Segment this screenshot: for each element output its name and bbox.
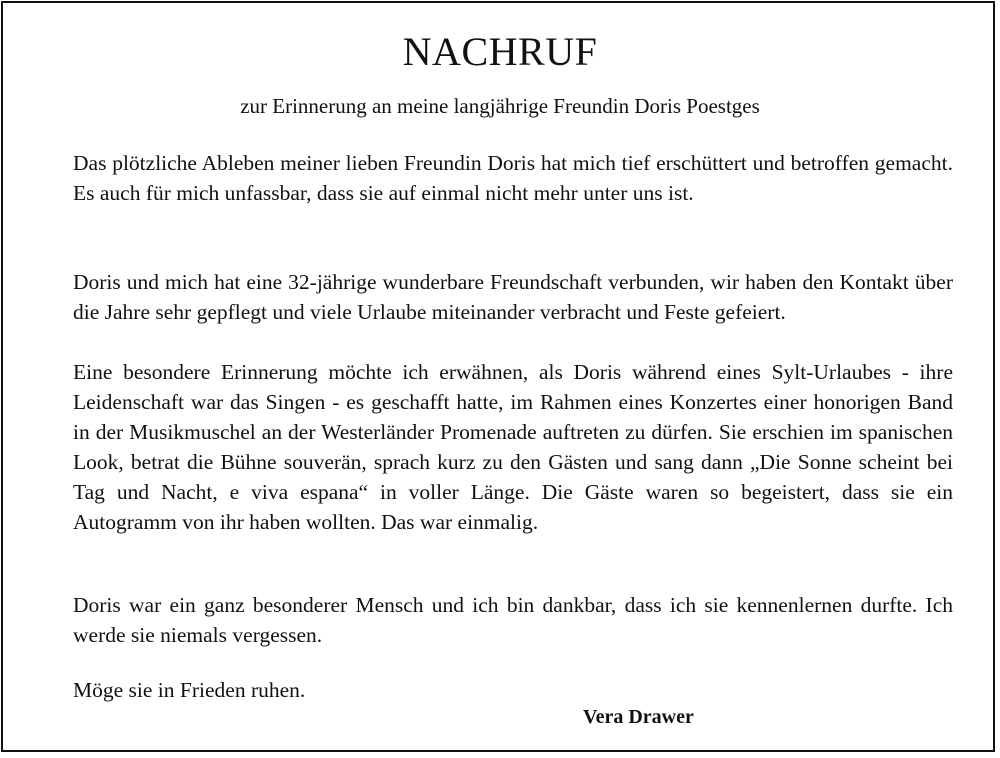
paragraph-gratitude: Doris war ein ganz besonderer Mensch und ich bin dankbar, dass ich sie kennenlernen durfte. Ich werde sie niemals vergessen. <box>73 593 953 647</box>
paragraph-sylt-memory: Eine besondere Erinnerung möchte ich erwähnen, als Doris während eines Sylt-Urlaubes - ihre Leidenschaft war das Singen - es geschafft hatte, im Rahmen eines Konzertes einer honorigen Band in der Musikmuschel an der Westerländer Promenade auftreten zu dürfen. Sie erschien im spanischen Look, betrat die Bühne souverän, sprach kurz zu den Gästen und sang dann „Die Sonne scheint bei Tag und Nacht, e viva espana“ in voller Länge. Die Gäste waren so begeistert, dass sie ein Autogramm von ihr haben wollten. Das war einmalig. <box>73 360 953 534</box>
notice-title: NACHRUF <box>402 29 598 74</box>
paragraph-rest-in-peace: Möge sie in Frieden ruhen. <box>73 678 306 702</box>
signature-name: Vera Drawer <box>583 706 694 728</box>
paragraph-friendship: Doris und mich hat eine 32-jährige wunderbare Freundschaft verbunden, wir haben den Kontakt über die Jahre sehr gepflegt und viele Urlaube miteinander verbracht und Feste gefeiert. <box>73 270 953 324</box>
paragraph-shock: Das plötzliche Ableben meiner lieben Freundin Doris hat mich tief erschüttert und betroffen gemacht. Es auch für mich unfassbar, dass sie auf einmal nicht mehr unter uns ist. <box>73 151 953 205</box>
notice-subtitle: zur Erinnerung an meine langjährige Freundin Doris Poestges <box>240 94 760 118</box>
